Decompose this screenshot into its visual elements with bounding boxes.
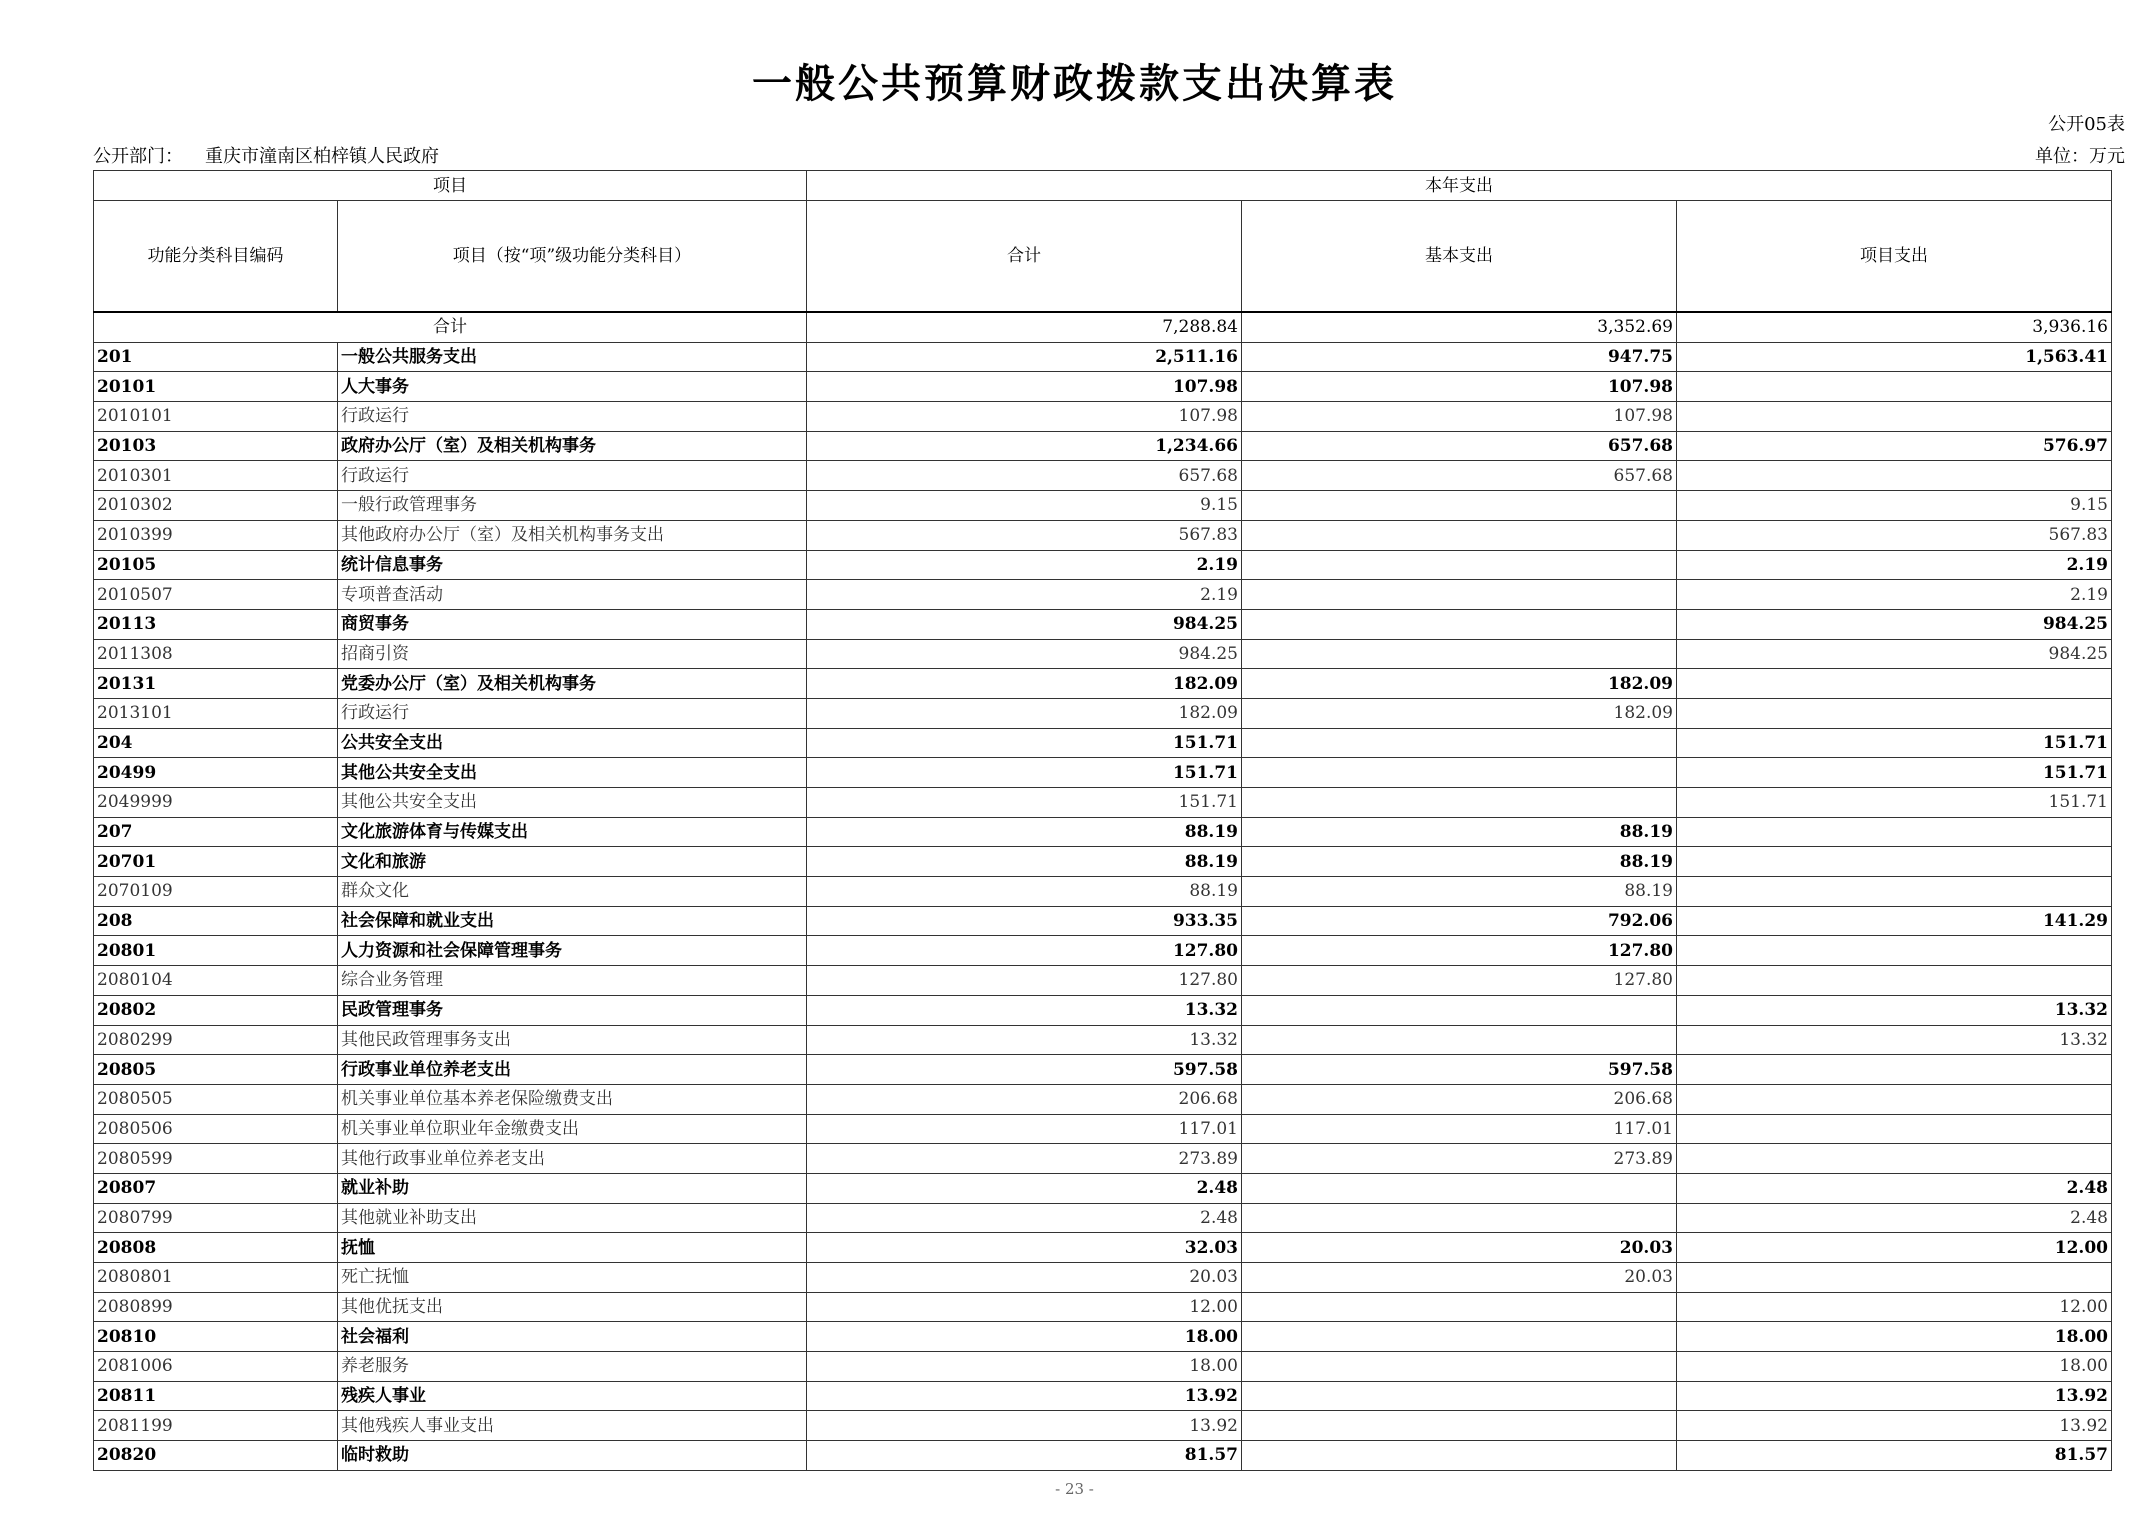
row-code: 20808 [94, 1233, 338, 1263]
row-code: 2070109 [94, 877, 338, 907]
table-row [94, 1114, 2112, 1144]
row-total: 2,511.16 [807, 342, 1242, 372]
row-basic: 88.19 [1242, 877, 1677, 907]
row-name: 公共安全支出 [338, 728, 807, 758]
row-total: 182.09 [807, 669, 1242, 699]
table-row [94, 1025, 2112, 1055]
row-basic [1242, 1203, 1677, 1233]
row-total: 18.00 [807, 1352, 1242, 1382]
row-code: 2010301 [94, 461, 338, 491]
row-name: 文化旅游体育与传媒支出 [338, 817, 807, 847]
row-project: 2.48 [1677, 1173, 2112, 1203]
row-name: 统计信息事务 [338, 550, 807, 580]
table-code: 公开05表 [2048, 114, 2125, 135]
total-basic: 3,352.69 [1242, 312, 1677, 342]
row-total: 88.19 [807, 847, 1242, 877]
row-project: 2.19 [1677, 580, 2112, 610]
row-name: 文化和旅游 [338, 847, 807, 877]
row-basic [1242, 491, 1677, 521]
row-total: 81.57 [807, 1441, 1242, 1471]
row-name: 机关事业单位职业年金缴费支出 [338, 1114, 807, 1144]
row-code: 2080505 [94, 1084, 338, 1114]
row-code: 20105 [94, 550, 338, 580]
row-name: 行政事业单位养老支出 [338, 1055, 807, 1085]
row-basic [1242, 1292, 1677, 1322]
row-total: 1,234.66 [807, 431, 1242, 461]
row-basic: 182.09 [1242, 669, 1677, 699]
row-total: 567.83 [807, 520, 1242, 550]
row-name: 综合业务管理 [338, 966, 807, 996]
row-code: 2080801 [94, 1263, 338, 1293]
table-row [94, 491, 2112, 521]
row-code: 2010507 [94, 580, 338, 610]
row-code: 204 [94, 728, 338, 758]
row-project: 984.25 [1677, 609, 2112, 639]
row-name: 社会福利 [338, 1322, 807, 1352]
row-code: 20820 [94, 1441, 338, 1471]
row-name: 其他民政管理事务支出 [338, 1025, 807, 1055]
row-project: 141.29 [1677, 906, 2112, 936]
row-code: 2080506 [94, 1114, 338, 1144]
table-row [94, 1203, 2112, 1233]
header-project-expense: 项目支出 [1677, 201, 2112, 313]
row-project [1677, 372, 2112, 402]
row-basic: 182.09 [1242, 698, 1677, 728]
row-code: 20807 [94, 1173, 338, 1203]
row-code: 20810 [94, 1322, 338, 1352]
row-code: 2080799 [94, 1203, 338, 1233]
row-basic: 273.89 [1242, 1144, 1677, 1174]
row-basic: 597.58 [1242, 1055, 1677, 1085]
row-code: 2080104 [94, 966, 338, 996]
row-name: 其他就业补助支出 [338, 1203, 807, 1233]
row-total: 13.32 [807, 995, 1242, 1025]
row-total: 88.19 [807, 817, 1242, 847]
row-code: 2081199 [94, 1411, 338, 1441]
row-total: 107.98 [807, 372, 1242, 402]
row-project: 13.32 [1677, 1025, 2112, 1055]
row-basic: 20.03 [1242, 1233, 1677, 1263]
row-project: 984.25 [1677, 639, 2112, 669]
row-total: 127.80 [807, 966, 1242, 996]
table-row [94, 1173, 2112, 1203]
row-total: 107.98 [807, 402, 1242, 432]
row-total: 984.25 [807, 639, 1242, 669]
row-project: 151.71 [1677, 758, 2112, 788]
row-total: 18.00 [807, 1322, 1242, 1352]
row-name: 其他公共安全支出 [338, 758, 807, 788]
row-name: 其他政府办公厅（室）及相关机构事务支出 [338, 520, 807, 550]
row-code: 20103 [94, 431, 338, 461]
total-sum: 7,288.84 [807, 312, 1242, 342]
row-project [1677, 461, 2112, 491]
row-project: 1,563.41 [1677, 342, 2112, 372]
row-project: 567.83 [1677, 520, 2112, 550]
table-row [94, 788, 2112, 818]
row-code: 201 [94, 342, 338, 372]
row-code: 20131 [94, 669, 338, 699]
row-name: 一般行政管理事务 [338, 491, 807, 521]
unit-label: 单位：万元 [2035, 146, 2125, 167]
table-row [94, 1352, 2112, 1382]
row-project: 2.19 [1677, 550, 2112, 580]
row-total: 20.03 [807, 1263, 1242, 1293]
row-total: 151.71 [807, 758, 1242, 788]
table-row [94, 936, 2112, 966]
row-total: 657.68 [807, 461, 1242, 491]
row-total: 32.03 [807, 1233, 1242, 1263]
row-total: 933.35 [807, 906, 1242, 936]
row-basic: 947.75 [1242, 342, 1677, 372]
row-project: 151.71 [1677, 788, 2112, 818]
table-row [94, 1055, 2112, 1085]
row-project: 13.92 [1677, 1411, 2112, 1441]
row-total: 12.00 [807, 1292, 1242, 1322]
header-project: 项目 [94, 171, 807, 201]
row-basic: 792.06 [1242, 906, 1677, 936]
row-project: 151.71 [1677, 728, 2112, 758]
row-total: 2.48 [807, 1173, 1242, 1203]
expenditure-table [93, 170, 2112, 1471]
row-basic: 88.19 [1242, 817, 1677, 847]
row-basic [1242, 1352, 1677, 1382]
table-row [94, 906, 2112, 936]
row-code: 20101 [94, 372, 338, 402]
row-total: 127.80 [807, 936, 1242, 966]
row-code: 20801 [94, 936, 338, 966]
row-basic: 657.68 [1242, 461, 1677, 491]
row-basic [1242, 520, 1677, 550]
table-row [94, 1084, 2112, 1114]
row-name: 民政管理事务 [338, 995, 807, 1025]
row-code: 20701 [94, 847, 338, 877]
row-name: 行政运行 [338, 402, 807, 432]
row-total: 2.19 [807, 580, 1242, 610]
row-name: 行政运行 [338, 461, 807, 491]
row-total: 984.25 [807, 609, 1242, 639]
table-row [94, 877, 2112, 907]
row-code: 20113 [94, 609, 338, 639]
row-code: 20811 [94, 1381, 338, 1411]
header-total: 合计 [807, 201, 1242, 313]
row-project [1677, 669, 2112, 699]
row-basic [1242, 639, 1677, 669]
row-name: 招商引资 [338, 639, 807, 669]
table-row [94, 669, 2112, 699]
table-row [94, 372, 2112, 402]
row-project [1677, 1114, 2112, 1144]
row-basic: 107.98 [1242, 402, 1677, 432]
table-row [94, 847, 2112, 877]
department-line [93, 142, 439, 168]
header-row-2 [94, 201, 2112, 313]
row-basic: 117.01 [1242, 1114, 1677, 1144]
row-code: 20805 [94, 1055, 338, 1085]
row-basic: 20.03 [1242, 1263, 1677, 1293]
table-row [94, 1322, 2112, 1352]
row-name: 党委办公厅（室）及相关机构事务 [338, 669, 807, 699]
table-row [94, 1263, 2112, 1293]
row-total: 2.19 [807, 550, 1242, 580]
table-row [94, 1441, 2112, 1471]
row-basic: 127.80 [1242, 966, 1677, 996]
department-name: 重庆市潼南区柏梓镇人民政府 [205, 146, 439, 167]
row-project: 18.00 [1677, 1322, 2112, 1352]
total-row [94, 312, 2112, 342]
row-project [1677, 936, 2112, 966]
table-row [94, 698, 2112, 728]
row-basic: 657.68 [1242, 431, 1677, 461]
table-row [94, 1411, 2112, 1441]
table-row [94, 817, 2112, 847]
row-name: 残疾人事业 [338, 1381, 807, 1411]
row-name: 就业补助 [338, 1173, 807, 1203]
table-row [94, 995, 2112, 1025]
header-row-1 [94, 171, 2112, 201]
row-name: 人力资源和社会保障管理事务 [338, 936, 807, 966]
total-project: 3,936.16 [1677, 312, 2112, 342]
row-basic [1242, 550, 1677, 580]
row-name: 社会保障和就业支出 [338, 906, 807, 936]
row-total: 597.58 [807, 1055, 1242, 1085]
table-row [94, 342, 2112, 372]
table-row [94, 1233, 2112, 1263]
row-code: 2080599 [94, 1144, 338, 1174]
row-project [1677, 877, 2112, 907]
row-total: 151.71 [807, 788, 1242, 818]
row-code: 2080299 [94, 1025, 338, 1055]
table-row [94, 520, 2112, 550]
row-basic [1242, 995, 1677, 1025]
row-total: 9.15 [807, 491, 1242, 521]
row-name: 政府办公厅（室）及相关机构事务 [338, 431, 807, 461]
row-code: 2010399 [94, 520, 338, 550]
row-project [1677, 698, 2112, 728]
row-code: 2013101 [94, 698, 338, 728]
row-code: 2010101 [94, 402, 338, 432]
header-code: 功能分类科目编码 [94, 201, 338, 313]
table-row [94, 1144, 2112, 1174]
row-name: 人大事务 [338, 372, 807, 402]
department-label: 公开部门： [93, 146, 183, 167]
row-project: 2.48 [1677, 1203, 2112, 1233]
row-basic [1242, 1381, 1677, 1411]
row-project: 13.32 [1677, 995, 2112, 1025]
table-row [94, 728, 2112, 758]
row-total: 151.71 [807, 728, 1242, 758]
row-basic [1242, 758, 1677, 788]
row-code: 2011308 [94, 639, 338, 669]
row-total: 13.92 [807, 1381, 1242, 1411]
table-row [94, 758, 2112, 788]
table-row [94, 1381, 2112, 1411]
row-code: 2081006 [94, 1352, 338, 1382]
row-project: 12.00 [1677, 1233, 2112, 1263]
row-project: 18.00 [1677, 1352, 2112, 1382]
row-basic [1242, 1025, 1677, 1055]
row-code: 20802 [94, 995, 338, 1025]
row-name: 死亡抚恤 [338, 1263, 807, 1293]
row-total: 2.48 [807, 1203, 1242, 1233]
row-code: 2010302 [94, 491, 338, 521]
table-row [94, 966, 2112, 996]
table-row [94, 609, 2112, 639]
row-project [1677, 1263, 2112, 1293]
row-project: 13.92 [1677, 1381, 2112, 1411]
row-name: 其他残疾人事业支出 [338, 1411, 807, 1441]
row-project [1677, 402, 2112, 432]
row-name: 专项普查活动 [338, 580, 807, 610]
row-total: 206.68 [807, 1084, 1242, 1114]
row-name: 临时救助 [338, 1441, 807, 1471]
header-basic: 基本支出 [1242, 201, 1677, 313]
row-name: 养老服务 [338, 1352, 807, 1382]
row-name: 商贸事务 [338, 609, 807, 639]
row-basic [1242, 1322, 1677, 1352]
row-basic: 206.68 [1242, 1084, 1677, 1114]
row-code: 2080899 [94, 1292, 338, 1322]
row-basic [1242, 580, 1677, 610]
row-name: 行政运行 [338, 698, 807, 728]
row-project [1677, 1055, 2112, 1085]
row-basic: 107.98 [1242, 372, 1677, 402]
row-basic [1242, 788, 1677, 818]
row-project [1677, 1084, 2112, 1114]
row-name: 抚恤 [338, 1233, 807, 1263]
header-name: 项目（按“项”级功能分类科目） [338, 201, 807, 313]
row-name: 群众文化 [338, 877, 807, 907]
row-total: 182.09 [807, 698, 1242, 728]
row-code: 207 [94, 817, 338, 847]
row-name: 其他优抚支出 [338, 1292, 807, 1322]
row-project: 12.00 [1677, 1292, 2112, 1322]
row-project [1677, 817, 2112, 847]
table-row [94, 402, 2112, 432]
row-total: 88.19 [807, 877, 1242, 907]
row-total: 13.92 [807, 1411, 1242, 1441]
row-total: 117.01 [807, 1114, 1242, 1144]
row-project: 576.97 [1677, 431, 2112, 461]
row-total: 273.89 [807, 1144, 1242, 1174]
table-row [94, 431, 2112, 461]
table-row [94, 580, 2112, 610]
row-basic [1242, 609, 1677, 639]
header-current-year: 本年支出 [807, 171, 2112, 201]
table-row [94, 461, 2112, 491]
row-code: 208 [94, 906, 338, 936]
row-basic: 127.80 [1242, 936, 1677, 966]
row-code: 2049999 [94, 788, 338, 818]
total-label: 合计 [94, 312, 807, 342]
row-basic [1242, 1411, 1677, 1441]
table-row [94, 639, 2112, 669]
page-title: 一般公共预算财政拨款支出决算表 [752, 60, 1397, 107]
row-basic: 88.19 [1242, 847, 1677, 877]
page-number: - 23 - [1055, 1480, 1094, 1498]
row-name: 一般公共服务支出 [338, 342, 807, 372]
row-name: 其他行政事业单位养老支出 [338, 1144, 807, 1174]
row-project: 9.15 [1677, 491, 2112, 521]
row-project: 81.57 [1677, 1441, 2112, 1471]
row-basic [1242, 1173, 1677, 1203]
table-row [94, 1292, 2112, 1322]
row-basic [1242, 728, 1677, 758]
row-project [1677, 1144, 2112, 1174]
row-basic [1242, 1441, 1677, 1471]
table-row [94, 550, 2112, 580]
row-total: 13.32 [807, 1025, 1242, 1055]
row-project [1677, 847, 2112, 877]
row-project [1677, 966, 2112, 996]
row-code: 20499 [94, 758, 338, 788]
row-name: 其他公共安全支出 [338, 788, 807, 818]
row-name: 机关事业单位基本养老保险缴费支出 [338, 1084, 807, 1114]
